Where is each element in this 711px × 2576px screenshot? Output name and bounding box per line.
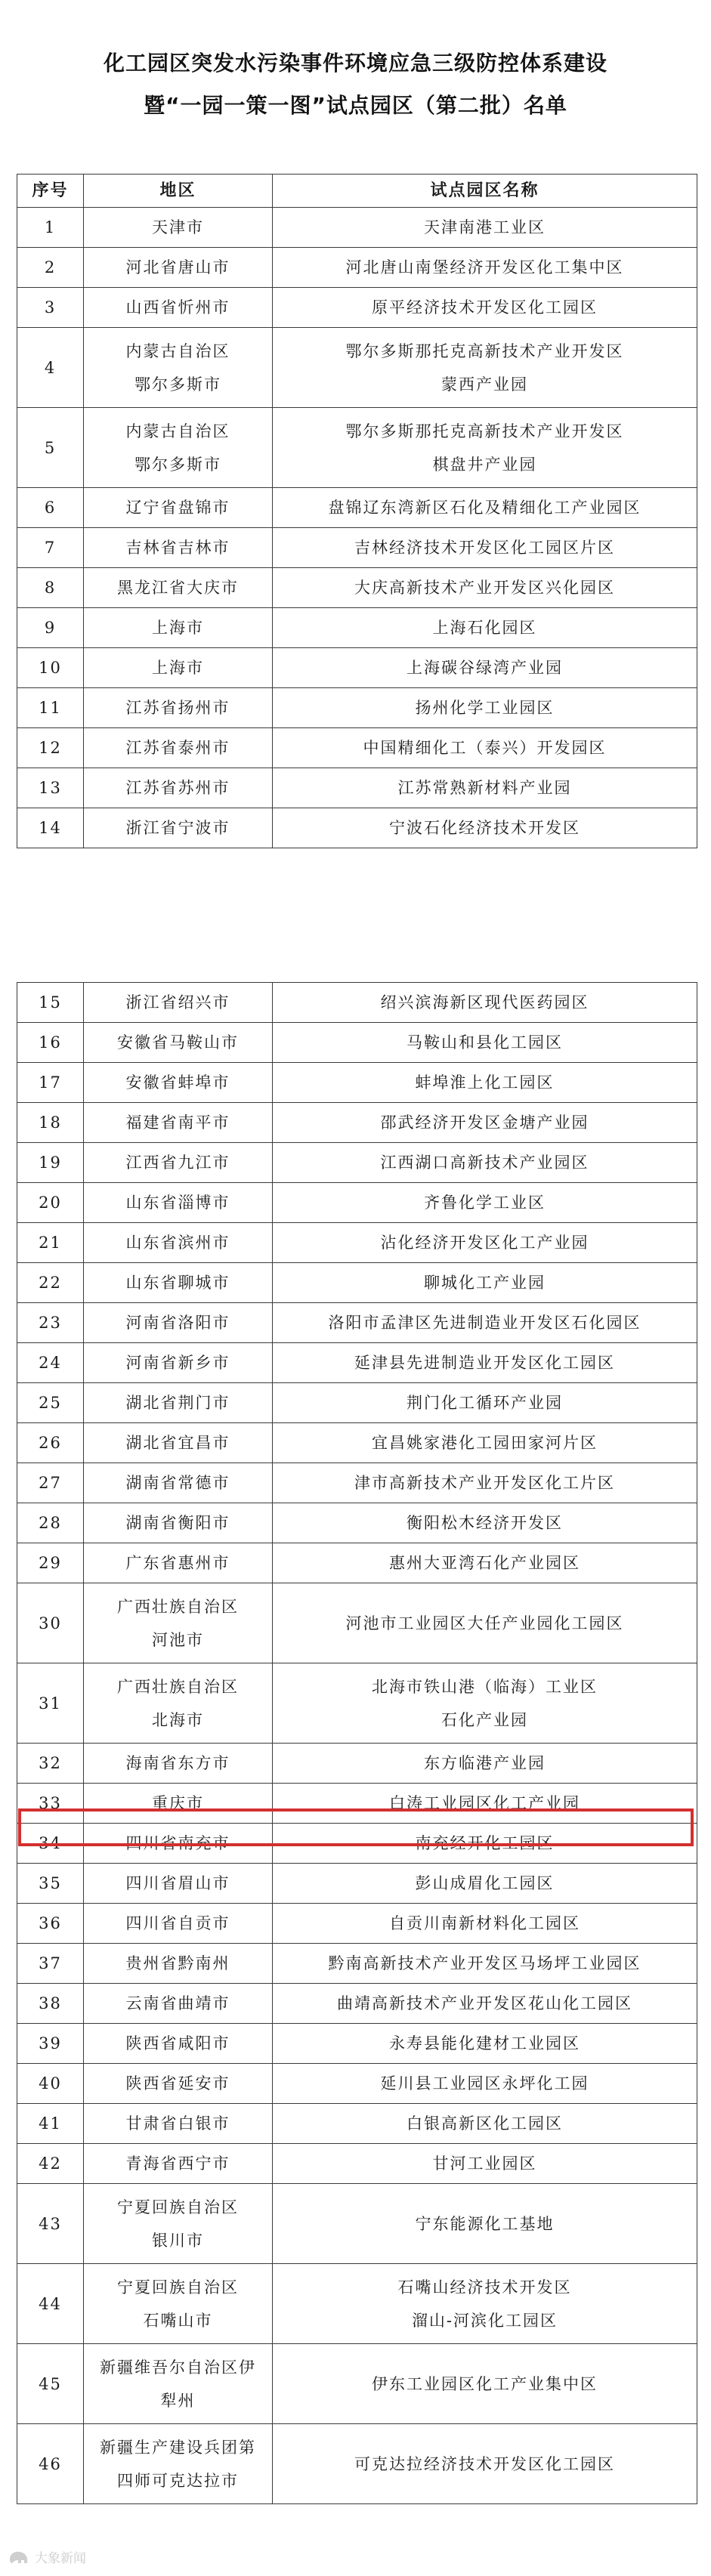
cell-region <box>84 1223 273 1263</box>
cell-park-name <box>273 1383 697 1423</box>
cell-region <box>84 1543 273 1583</box>
cell-park-name <box>273 1143 697 1183</box>
cell-no: 32 <box>17 1744 84 1784</box>
cell-region <box>84 568 273 608</box>
table-row <box>17 2144 697 2184</box>
cell-region <box>84 248 273 288</box>
cell-park-name <box>273 2024 697 2064</box>
cell-region <box>84 2064 273 2104</box>
table-row <box>17 1864 697 1904</box>
cell-region <box>84 1343 273 1383</box>
cell-no: 7 <box>17 528 84 568</box>
region-line: 山西省忻州市 <box>125 298 230 317</box>
park-name-line: 溜山-河滨化工园区 <box>411 2311 558 2330</box>
table-row <box>17 1744 697 1784</box>
table-row <box>17 728 697 768</box>
table-row <box>17 1463 697 1503</box>
park-name-line: 彭山成眉化工园区 <box>415 1874 555 1892</box>
region-line: 上海市 <box>152 619 204 637</box>
cell-park-name <box>273 208 697 248</box>
table-row <box>17 2104 697 2144</box>
park-name-line: 蒙西产业园 <box>441 375 528 394</box>
cell-no: 38 <box>17 1984 84 2024</box>
region-line: 四川省自贡市 <box>125 1914 230 1932</box>
table-row <box>17 208 697 248</box>
cell-park-name <box>273 2424 697 2504</box>
cell-region <box>84 1744 273 1784</box>
watermark-text: 大象新闻 <box>35 2551 86 2566</box>
cell-region <box>84 1063 273 1103</box>
cell-no: 23 <box>17 1303 84 1343</box>
cell-no: 24 <box>17 1343 84 1383</box>
cell-park-name <box>273 1463 697 1503</box>
park-name-line: 永寿县能化建材工业园区 <box>389 2034 580 2052</box>
park-name-line: 鄂尔多斯那托克高新技术产业开发区 <box>345 341 624 360</box>
park-name-line: 宁波石化经济技术开发区 <box>389 819 580 837</box>
park-name-line: 东方临港产业园 <box>424 1754 546 1772</box>
cell-park-name <box>273 1503 697 1543</box>
region-line: 江苏省泰州市 <box>125 739 230 757</box>
region-line: 银川市 <box>152 2231 204 2250</box>
header-no: 序号 <box>17 175 84 208</box>
park-name-line: 黔南高新技术产业开发区马场坪工业园区 <box>328 1954 641 1972</box>
cell-park-name <box>273 1784 697 1824</box>
cell-region <box>84 208 273 248</box>
cell-region <box>84 1183 273 1223</box>
cell-region <box>84 288 273 328</box>
cell-region <box>84 1663 273 1744</box>
park-name-line: 白银高新区化工园区 <box>407 2114 563 2133</box>
cell-region <box>84 2024 273 2064</box>
region-line: 云南省曲靖市 <box>125 1994 230 2012</box>
cell-no: 46 <box>17 2424 84 2504</box>
cell-region <box>84 2144 273 2184</box>
table-row <box>17 1984 697 2024</box>
cell-park-name <box>273 248 697 288</box>
cell-park-name <box>273 2344 697 2424</box>
cell-park-name <box>273 1663 697 1744</box>
region-line: 广西壮族自治区 <box>117 1677 239 1696</box>
park-name-line: 白涛工业园区化工产业园 <box>389 1794 580 1812</box>
cell-region <box>84 1423 273 1463</box>
cell-park-name <box>273 328 697 408</box>
cell-no: 17 <box>17 1063 84 1103</box>
cell-no: 12 <box>17 728 84 768</box>
cell-no: 30 <box>17 1583 84 1663</box>
table-row <box>17 248 697 288</box>
cell-region <box>84 1864 273 1904</box>
cell-no: 6 <box>17 488 84 528</box>
cell-park-name <box>273 808 697 848</box>
region-line: 鄂尔多斯市 <box>134 455 221 474</box>
cell-park-name <box>273 2064 697 2104</box>
cell-no: 35 <box>17 1864 84 1904</box>
table-row <box>17 2184 697 2264</box>
cell-park-name <box>273 1583 697 1663</box>
table-row <box>17 2064 697 2104</box>
region-line: 浙江省绍兴市 <box>125 993 230 1012</box>
region-line: 浙江省宁波市 <box>125 819 230 837</box>
cell-park-name <box>273 2264 697 2344</box>
pilot-park-table-part-2 <box>17 982 697 2504</box>
cell-region <box>84 1463 273 1503</box>
cell-no: 8 <box>17 568 84 608</box>
cell-no: 1 <box>17 208 84 248</box>
region-line: 福建省南平市 <box>125 1113 230 1132</box>
cell-no: 21 <box>17 1223 84 1263</box>
cell-no: 36 <box>17 1904 84 1944</box>
cell-park-name <box>273 1023 697 1063</box>
table-row <box>17 488 697 528</box>
cell-no: 11 <box>17 688 84 728</box>
park-name-line: 北海市铁山港（临海）工业区 <box>372 1677 598 1696</box>
park-name-line: 大庆高新技术产业开发区兴化园区 <box>354 579 615 597</box>
cell-no: 43 <box>17 2184 84 2264</box>
park-name-line: 上海碳谷绿湾产业园 <box>407 659 563 677</box>
cell-park-name <box>273 1343 697 1383</box>
park-name-line: 江西湖口高新技术产业园区 <box>380 1154 589 1172</box>
cell-region <box>84 648 273 688</box>
cell-park-name <box>273 728 697 768</box>
cell-region <box>84 983 273 1023</box>
cell-region <box>84 328 273 408</box>
region-line: 河北省唐山市 <box>125 258 230 276</box>
cell-region <box>84 768 273 808</box>
table-row <box>17 408 697 488</box>
cell-no: 42 <box>17 2144 84 2184</box>
table-row <box>17 1143 697 1183</box>
park-name-line: 沾化经济开发区化工产业园 <box>380 1234 589 1252</box>
table-row <box>17 608 697 648</box>
cell-park-name <box>273 2184 697 2264</box>
cell-no: 4 <box>17 328 84 408</box>
cell-no: 16 <box>17 1023 84 1063</box>
cell-no: 27 <box>17 1463 84 1503</box>
park-name-line: 上海石化园区 <box>432 619 537 637</box>
cell-park-name <box>273 1103 697 1143</box>
cell-park-name <box>273 1223 697 1263</box>
table-row <box>17 288 697 328</box>
region-line: 山东省滨州市 <box>125 1234 230 1252</box>
region-line: 重庆市 <box>152 1794 204 1812</box>
cell-no: 10 <box>17 648 84 688</box>
cell-park-name <box>273 1263 697 1303</box>
cell-park-name <box>273 568 697 608</box>
table-row <box>17 2344 697 2424</box>
region-line: 新疆维吾尔自治区伊 <box>100 2358 256 2377</box>
cell-park-name <box>273 1063 697 1103</box>
cell-no: 9 <box>17 608 84 648</box>
cell-park-name <box>273 1824 697 1864</box>
region-line: 河南省新乡市 <box>125 1354 230 1372</box>
table-row <box>17 1904 697 1944</box>
cell-park-name <box>273 1944 697 1984</box>
cell-region <box>84 728 273 768</box>
cell-no: 39 <box>17 2024 84 2064</box>
cell-no: 3 <box>17 288 84 328</box>
table-row <box>17 1944 697 1984</box>
region-line: 安徽省马鞍山市 <box>117 1033 239 1052</box>
cell-region <box>84 688 273 728</box>
cell-no: 20 <box>17 1183 84 1223</box>
cell-no: 44 <box>17 2264 84 2344</box>
cell-no: 37 <box>17 1944 84 1984</box>
pilot-park-table-part-1 <box>17 174 697 848</box>
cell-region <box>84 1023 273 1063</box>
region-line: 四师可克达拉市 <box>117 2471 239 2490</box>
cell-park-name <box>273 648 697 688</box>
park-name-line: 河北唐山南堡经济开发区化工集中区 <box>345 258 624 276</box>
table-row <box>17 2264 697 2344</box>
region-line: 江苏省苏州市 <box>125 779 230 797</box>
cell-no: 15 <box>17 983 84 1023</box>
region-line: 宁夏回族自治区 <box>117 2278 239 2296</box>
watermark <box>8 2547 86 2566</box>
park-name-line: 南充经开化工园区 <box>415 1834 555 1852</box>
cell-region <box>84 1784 273 1824</box>
region-line: 江西省九江市 <box>125 1154 230 1172</box>
table-row <box>17 328 697 408</box>
table-row <box>17 1183 697 1223</box>
table-row <box>17 1583 697 1663</box>
cell-no: 2 <box>17 248 84 288</box>
table-row <box>17 1543 697 1583</box>
park-name-line: 绍兴滨海新区现代医药园区 <box>380 993 589 1012</box>
park-name-line: 延津县先进制造业开发区化工园区 <box>354 1354 615 1372</box>
cell-region <box>84 1583 273 1663</box>
cell-park-name <box>273 1984 697 2024</box>
cell-park-name <box>273 2104 697 2144</box>
region-line: 安徽省蚌埠市 <box>125 1073 230 1092</box>
cell-region <box>84 1383 273 1423</box>
table-row <box>17 1383 697 1423</box>
region-line: 犁州 <box>160 2391 196 2410</box>
region-line: 广东省惠州市 <box>125 1554 230 1572</box>
region-line: 四川省眉山市 <box>125 1874 230 1892</box>
park-name-line: 盘锦辽东湾新区石化及精细化工产业园区 <box>328 499 641 517</box>
park-name-line: 伊东工业园区化工产业集中区 <box>372 2374 598 2393</box>
table-row <box>17 2424 697 2504</box>
header-park: 试点园区名称 <box>273 175 697 208</box>
park-name-line: 邵武经济开发区金塘产业园 <box>380 1113 589 1132</box>
park-name-line: 马鞍山和县化工园区 <box>407 1033 563 1052</box>
region-line: 贵州省黔南州 <box>125 1954 230 1972</box>
cell-region <box>84 608 273 648</box>
cell-no: 41 <box>17 2104 84 2144</box>
table-row <box>17 1263 697 1303</box>
table-row <box>17 1824 697 1864</box>
region-line: 江苏省扬州市 <box>125 699 230 717</box>
table-row <box>17 1223 697 1263</box>
park-name-line: 延川县工业园区永坪化工园 <box>380 2074 589 2093</box>
park-name-line: 聊城化工产业园 <box>424 1274 546 1292</box>
cell-region <box>84 808 273 848</box>
cell-park-name <box>273 768 697 808</box>
cell-region <box>84 2264 273 2344</box>
park-name-line: 自贡川南新材料化工园区 <box>389 1914 580 1932</box>
cell-no: 33 <box>17 1784 84 1824</box>
cell-park-name <box>273 288 697 328</box>
park-name-line: 原平经济技术开发区化工园区 <box>372 298 598 317</box>
cell-park-name <box>273 983 697 1023</box>
park-name-line: 惠州大亚湾石化产业园区 <box>389 1554 580 1572</box>
park-name-line: 荆门化工循环产业园 <box>407 1394 563 1412</box>
cell-region <box>84 2424 273 2504</box>
table-header-row <box>17 175 697 208</box>
region-line: 北海市 <box>152 1710 204 1729</box>
region-line: 河南省洛阳市 <box>125 1314 230 1332</box>
table-row <box>17 688 697 728</box>
cell-park-name <box>273 688 697 728</box>
cell-region <box>84 2184 273 2264</box>
cell-no: 31 <box>17 1663 84 1744</box>
region-line: 湖南省衡阳市 <box>125 1514 230 1532</box>
cell-park-name <box>273 1303 697 1343</box>
park-name-line: 宁东能源化工基地 <box>415 2214 555 2233</box>
region-line: 青海省西宁市 <box>125 2154 230 2173</box>
region-line: 鄂尔多斯市 <box>134 375 221 394</box>
region-line: 内蒙古自治区 <box>125 422 230 440</box>
region-line: 湖北省宜昌市 <box>125 1434 230 1452</box>
table-row <box>17 1023 697 1063</box>
region-line: 山东省淄博市 <box>125 1194 230 1212</box>
cell-no: 18 <box>17 1103 84 1143</box>
cell-no: 28 <box>17 1503 84 1543</box>
cell-no: 19 <box>17 1143 84 1183</box>
cell-region <box>84 2344 273 2424</box>
table-row <box>17 1063 697 1103</box>
region-line: 海南省东方市 <box>125 1754 230 1772</box>
elephant-logo-icon <box>8 2549 30 2565</box>
table-row <box>17 1343 697 1383</box>
cell-no: 40 <box>17 2064 84 2104</box>
cell-park-name <box>273 1423 697 1463</box>
table-row <box>17 2024 697 2064</box>
cell-park-name <box>273 1543 697 1583</box>
cell-region <box>84 1904 273 1944</box>
cell-region <box>84 1103 273 1143</box>
cell-no: 29 <box>17 1543 84 1583</box>
cell-park-name <box>273 2144 697 2184</box>
park-name-line: 衡阳松木经济开发区 <box>407 1514 563 1532</box>
region-line: 湖南省常德市 <box>125 1474 230 1492</box>
cell-region <box>84 1143 273 1183</box>
cell-region <box>84 488 273 528</box>
park-name-line: 扬州化学工业园区 <box>415 699 555 717</box>
table-row <box>17 1503 697 1543</box>
park-name-line: 可克达拉经济技术开发区化工园区 <box>354 2454 615 2473</box>
cell-region <box>84 1263 273 1303</box>
park-name-line: 洛阳市孟津区先进制造业开发区石化园区 <box>328 1314 641 1332</box>
cell-no: 13 <box>17 768 84 808</box>
park-name-line: 曲靖高新技术产业开发区花山化工园区 <box>337 1994 632 2012</box>
cell-region <box>84 1824 273 1864</box>
cell-park-name <box>273 1904 697 1944</box>
cell-region <box>84 2104 273 2144</box>
region-line: 黑龙江省大庆市 <box>117 579 239 597</box>
park-name-line: 蚌埠淮上化工园区 <box>415 1073 555 1092</box>
region-line: 天津市 <box>152 218 204 236</box>
table-row <box>17 568 697 608</box>
cell-no: 34 <box>17 1824 84 1864</box>
cell-park-name <box>273 528 697 568</box>
table-row <box>17 528 697 568</box>
cell-no: 25 <box>17 1383 84 1423</box>
cell-region <box>84 1944 273 1984</box>
region-line: 四川省南充市 <box>125 1834 230 1852</box>
park-name-line: 鄂尔多斯那托克高新技术产业开发区 <box>345 422 624 440</box>
cell-region <box>84 408 273 488</box>
table-row <box>17 768 697 808</box>
cell-park-name <box>273 1744 697 1784</box>
park-name-line: 津市高新技术产业开发区化工片区 <box>354 1474 615 1492</box>
cell-no: 45 <box>17 2344 84 2424</box>
cell-region <box>84 528 273 568</box>
header-region: 地区 <box>84 175 273 208</box>
region-line: 上海市 <box>152 659 204 677</box>
park-name-line: 棋盘井产业园 <box>432 455 537 474</box>
region-line: 辽宁省盘锦市 <box>125 499 230 517</box>
cell-region <box>84 1303 273 1343</box>
cell-park-name <box>273 1183 697 1223</box>
region-line: 广西壮族自治区 <box>117 1597 239 1616</box>
cell-park-name <box>273 1864 697 1904</box>
region-line: 甘肃省白银市 <box>125 2114 230 2133</box>
park-name-line: 石化产业园 <box>441 1710 528 1729</box>
table-row <box>17 1423 697 1463</box>
region-line: 湖北省荆门市 <box>125 1394 230 1412</box>
region-line: 内蒙古自治区 <box>125 341 230 360</box>
cell-region <box>84 1503 273 1543</box>
region-line: 宁夏回族自治区 <box>117 2198 239 2216</box>
table-row <box>17 1303 697 1343</box>
region-line: 河池市 <box>152 1630 204 1649</box>
park-name-line: 天津南港工业区 <box>424 218 546 236</box>
cell-park-name <box>273 488 697 528</box>
region-line: 山东省聊城市 <box>125 1274 230 1292</box>
cell-no: 14 <box>17 808 84 848</box>
table-row <box>17 983 697 1023</box>
park-name-line: 甘河工业园区 <box>432 2154 537 2173</box>
cell-no: 5 <box>17 408 84 488</box>
cell-region <box>84 1984 273 2024</box>
region-line: 陕西省咸阳市 <box>125 2034 230 2052</box>
cell-park-name <box>273 608 697 648</box>
table-row <box>17 648 697 688</box>
park-name-line: 齐鲁化学工业区 <box>424 1194 546 1212</box>
table-row <box>17 1663 697 1744</box>
park-name-line: 吉林经济技术开发区化工园区片区 <box>354 539 615 557</box>
region-line: 新疆生产建设兵团第 <box>100 2438 256 2457</box>
park-name-line: 中国精细化工（泰兴）开发园区 <box>363 739 607 757</box>
park-name-line: 石嘴山经济技术开发区 <box>397 2278 572 2296</box>
park-name-line: 江苏常熟新材料产业园 <box>397 779 572 797</box>
table-row <box>17 1103 697 1143</box>
region-line: 石嘴山市 <box>143 2311 213 2330</box>
park-name-line: 河池市工业园区大任产业园化工园区 <box>345 1614 624 1632</box>
region-line: 吉林省吉林市 <box>125 539 230 557</box>
cell-no: 26 <box>17 1423 84 1463</box>
cell-no: 22 <box>17 1263 84 1303</box>
cell-park-name <box>273 408 697 488</box>
table-row <box>17 1784 697 1824</box>
document-title-line-1: 化工园区突发水污染事件环境应急三级防控体系建设 <box>103 51 607 76</box>
park-name-line: 宜昌姚家港化工园田家河片区 <box>372 1434 598 1452</box>
region-line: 陕西省延安市 <box>125 2074 230 2093</box>
document-title-line-2: 暨“一园一策一图”试点园区（第二批）名单 <box>144 93 567 118</box>
table-row <box>17 808 697 848</box>
